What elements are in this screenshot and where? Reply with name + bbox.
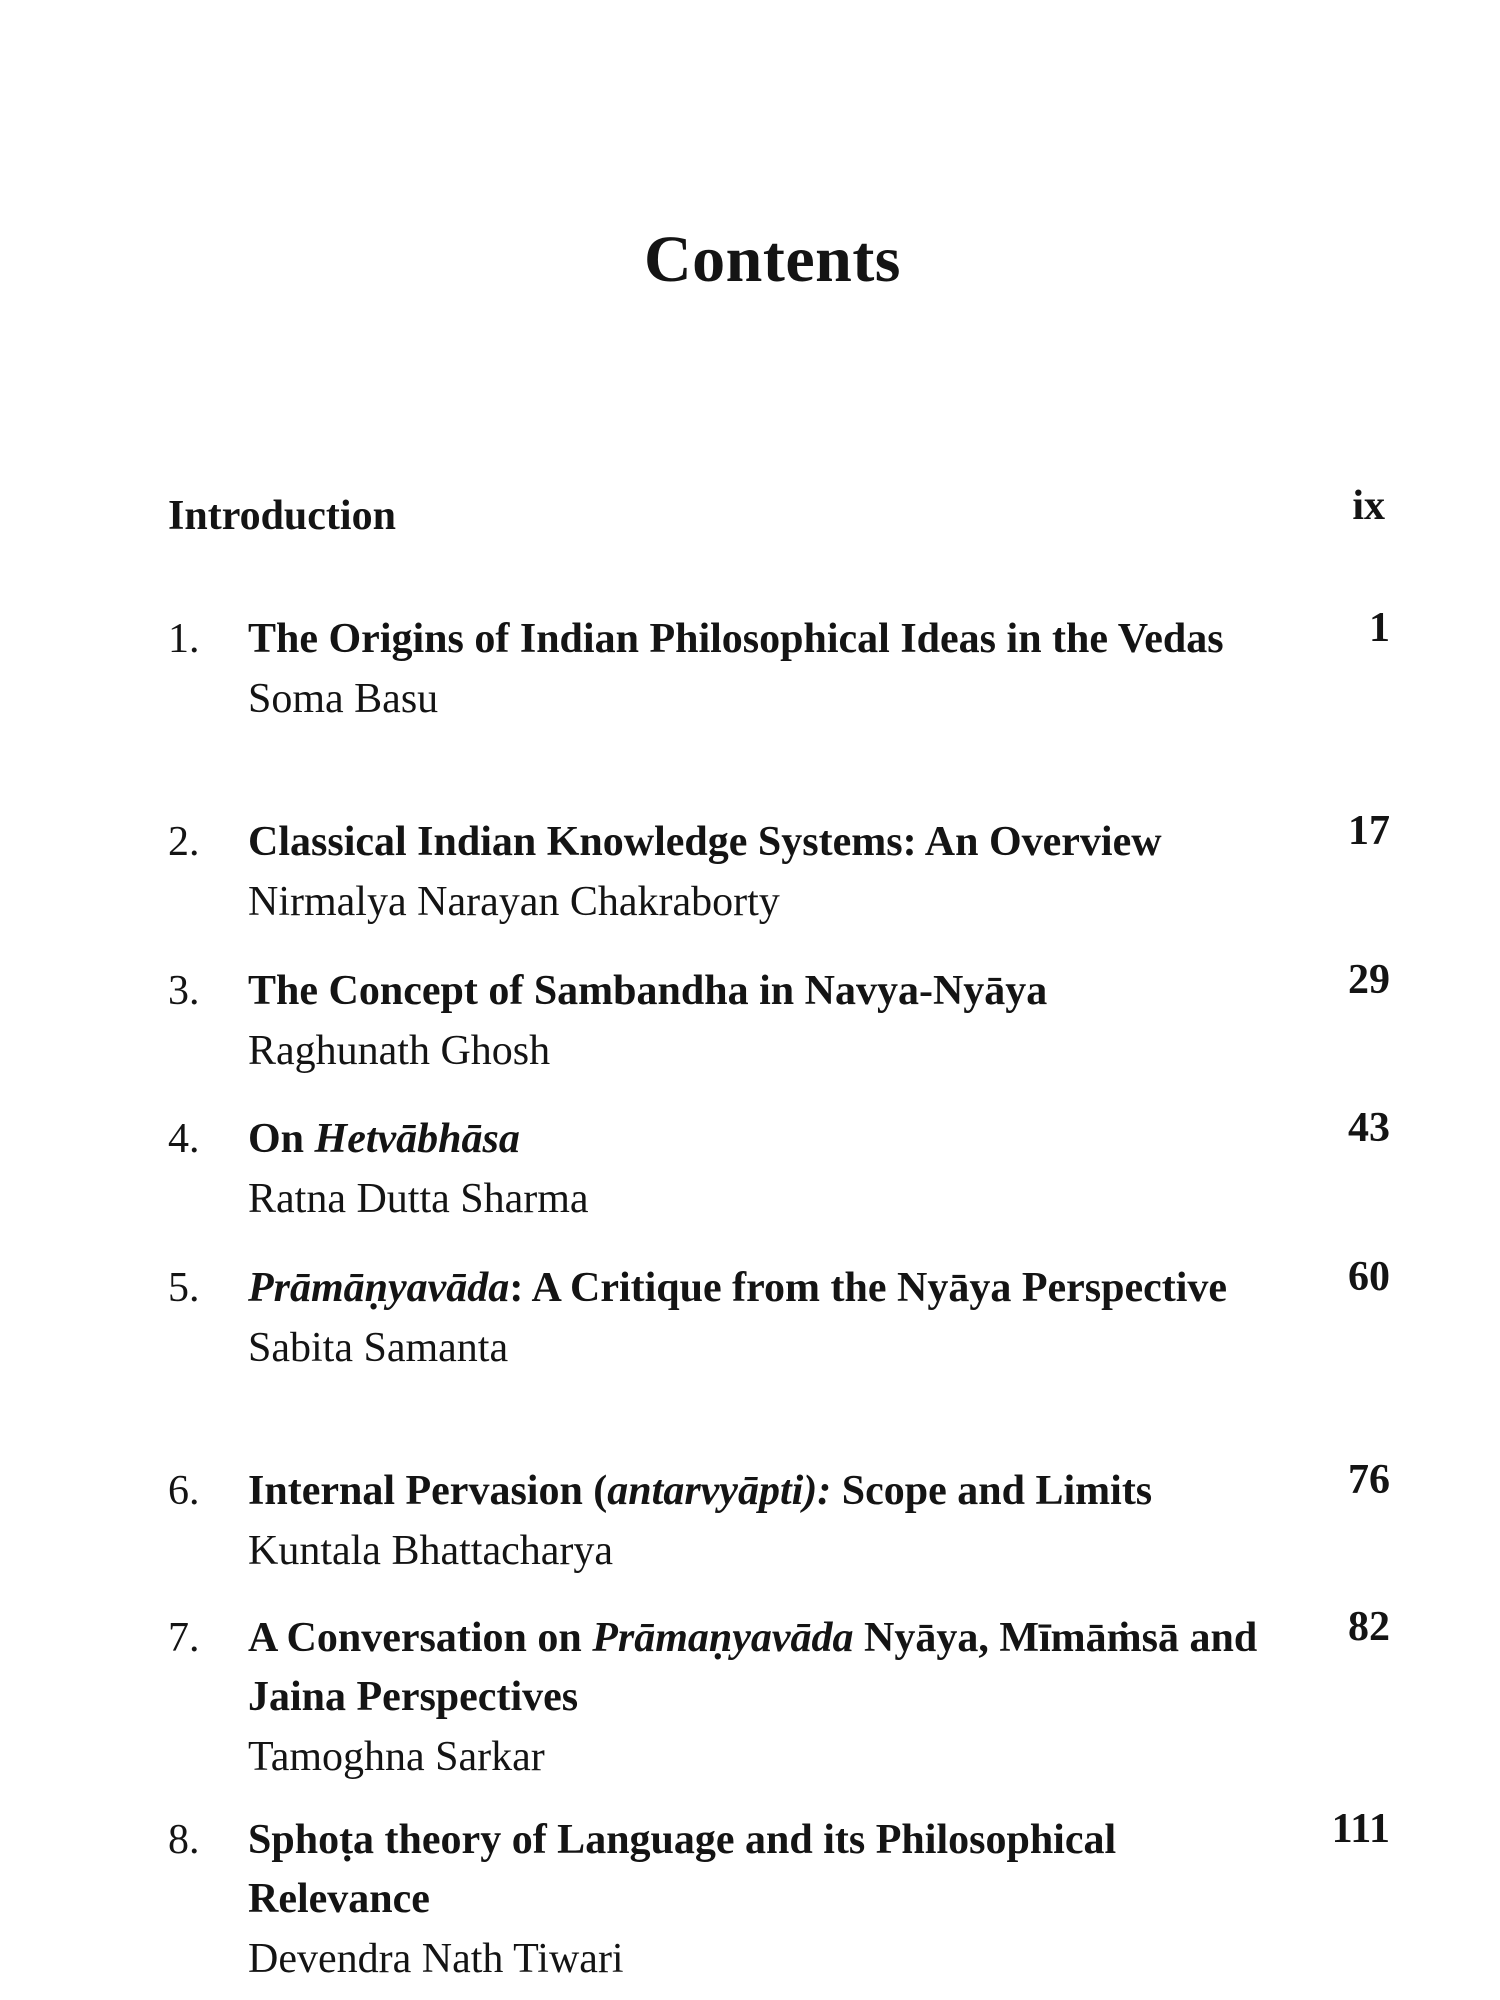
entry-title-italic: Hetvābhāsa	[314, 1116, 520, 1162]
entry-title	[248, 1259, 1288, 1318]
entry-page-number: 29	[1348, 957, 1390, 1003]
entry-page-number: 111	[1331, 1806, 1390, 1852]
page-title: Contents	[643, 223, 901, 296]
entry-title	[248, 1609, 1288, 1727]
entry-title-suffix: : A Critique from the Nyāya Perspective	[509, 1265, 1228, 1311]
introduction-page-number: ix	[1352, 483, 1385, 529]
entry-title-italic: Prāmāṇyavāda	[248, 1265, 510, 1311]
entry-number: 5.	[168, 1265, 200, 1311]
introduction-label: Introduction	[168, 493, 396, 539]
entry-title-prefix: Internal Pervasion (	[248, 1468, 608, 1514]
entry-title-prefix: A Conversation on	[248, 1615, 593, 1661]
entry-author: Nirmalya Narayan Chakraborty	[248, 879, 780, 925]
entry-title: The Origins of Indian Philosophical Ideas in the Vedas	[248, 616, 1224, 662]
entry-author: Ratna Dutta Sharma	[248, 1176, 589, 1222]
entry-title-suffix: Scope and Limits	[831, 1468, 1153, 1514]
entry-title-suffix: Nyāya, Mīmāṁsā and Jaina Perspectives	[248, 1615, 1258, 1720]
entry-number: 6.	[168, 1468, 200, 1514]
entry-number: 2.	[168, 819, 200, 865]
entry-page-number: 17	[1348, 808, 1390, 854]
entry-number: 4.	[168, 1116, 200, 1162]
entry-author: Raghunath Ghosh	[248, 1028, 551, 1074]
entry-number: 1.	[168, 616, 200, 662]
entry-page-number: 76	[1348, 1457, 1390, 1503]
entry-title-prefix: On	[248, 1116, 315, 1162]
entry-title: Sphoṭa theory of Language and its Philosophical Relevance	[248, 1817, 1117, 1922]
entry-author: Devendra Nath Tiwari	[248, 1936, 624, 1982]
entry-number: 3.	[168, 968, 200, 1014]
entry-number: 7.	[168, 1615, 200, 1661]
entry-author: Sabita Samanta	[248, 1325, 509, 1371]
entry-title: Classical Indian Knowledge Systems: An Overview	[248, 819, 1162, 865]
entry-page-number: 60	[1348, 1254, 1390, 1300]
entry-author: Kuntala Bhattacharya	[248, 1528, 613, 1574]
entry-page-number: 1	[1369, 605, 1390, 651]
entry-title	[248, 1462, 1288, 1521]
entry-page-number: 43	[1348, 1105, 1390, 1151]
entry-title: The Concept of Sambandha in Navya-Nyāya	[248, 968, 1048, 1014]
entry-title-italic: antarvyāpti):	[607, 1468, 832, 1514]
entry-number: 8.	[168, 1817, 200, 1863]
entry-author: Soma Basu	[248, 676, 439, 722]
entry-title-italic: Prāmaṇyavāda	[592, 1615, 854, 1661]
entry-page-number: 82	[1348, 1604, 1390, 1650]
entry-author: Tamoghna Sarkar	[248, 1734, 545, 1780]
entry-title	[248, 1110, 1288, 1169]
